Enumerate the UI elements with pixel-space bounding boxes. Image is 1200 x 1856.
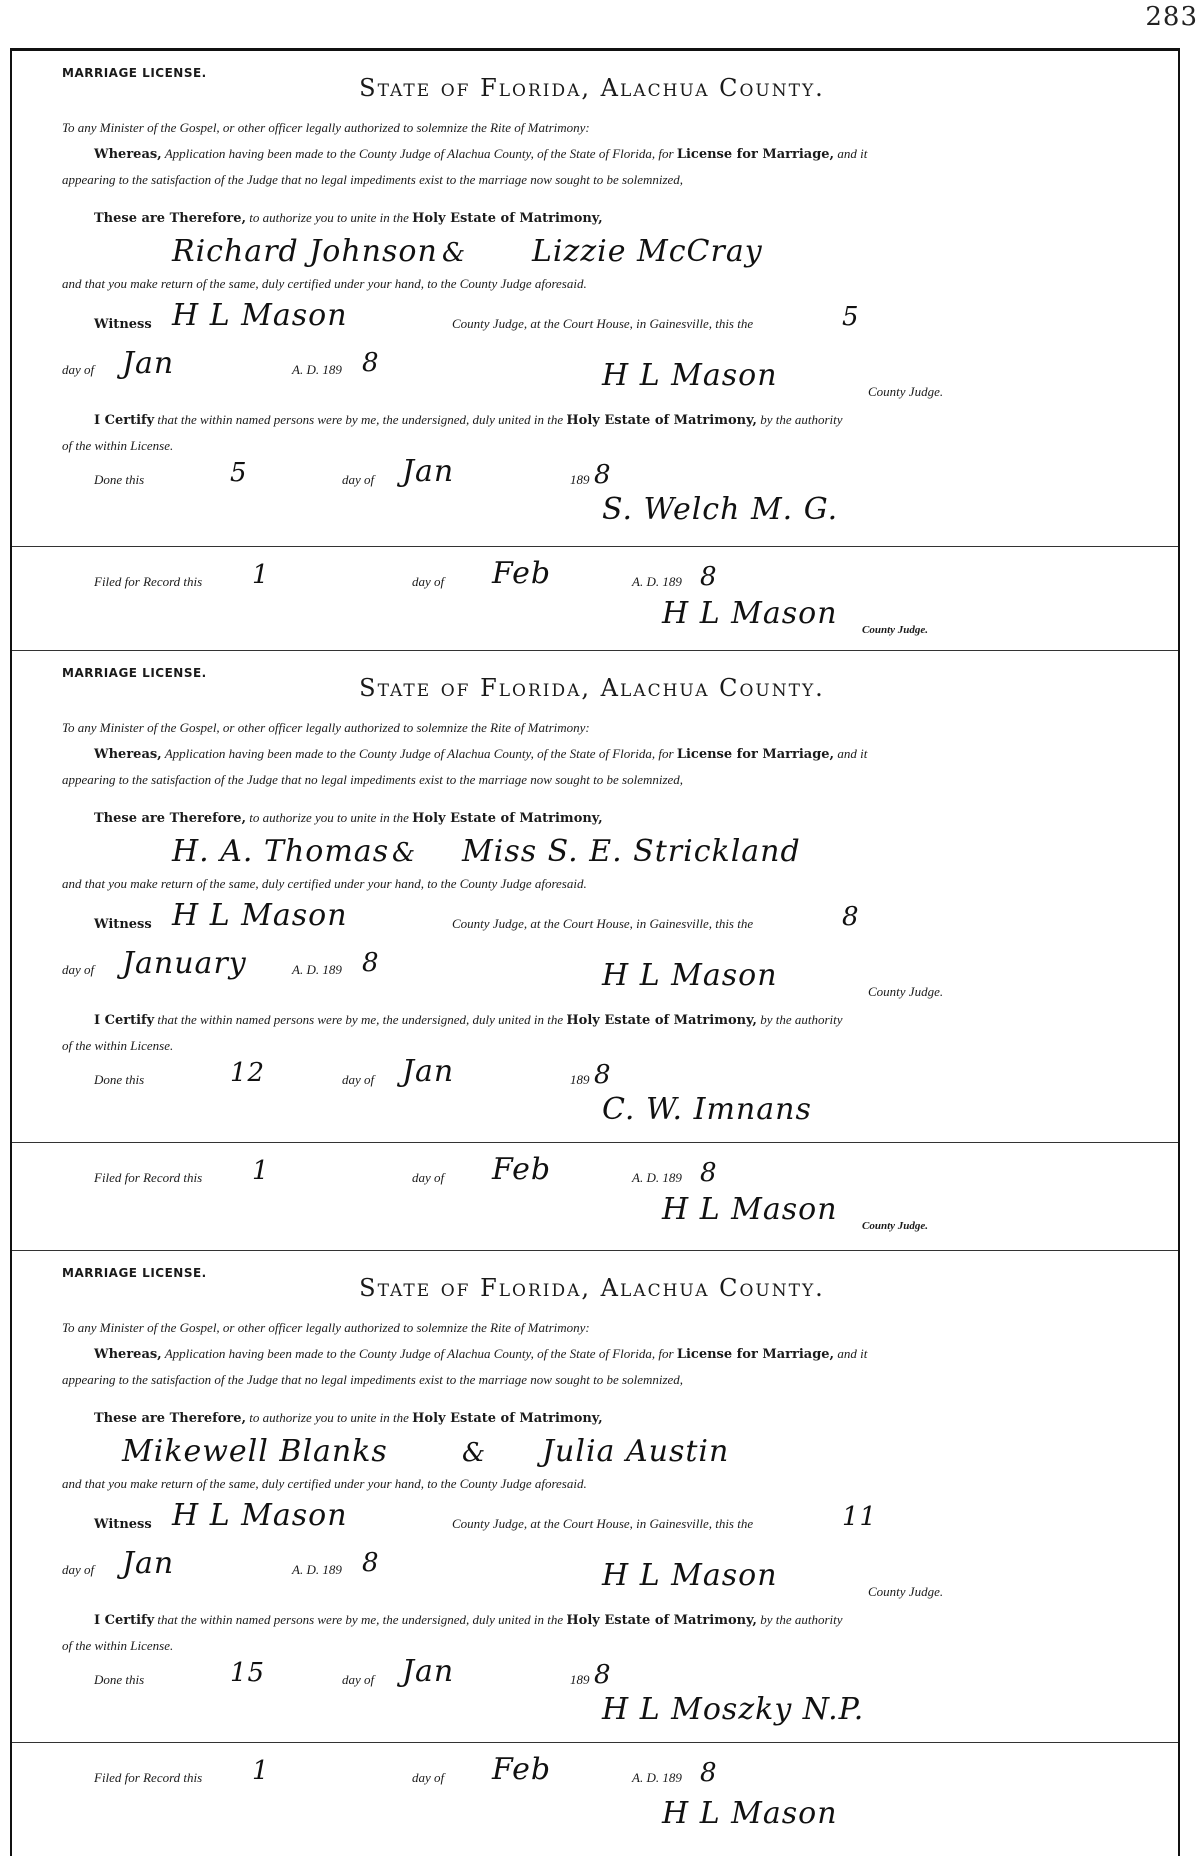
filed-rule-2	[12, 1142, 1178, 1143]
certify-text: that the within named persons were by me, the undersigned, duly united in the	[157, 1612, 564, 1627]
these-line	[94, 210, 603, 226]
license-month: January	[122, 946, 247, 981]
done-day: 12	[230, 1058, 266, 1088]
done-month: Jan	[402, 1654, 455, 1689]
filed-ad: A. D. 189	[632, 1770, 682, 1785]
bride-name: Julia Austin	[542, 1434, 730, 1469]
done-year: 8	[594, 1060, 612, 1090]
filed-label: Filed for Record this	[94, 574, 203, 589]
filed-year: 8	[700, 1158, 718, 1188]
holy-estate-2: Holy Estate of Matrimony,	[566, 1613, 757, 1628]
license-day: 5	[842, 302, 860, 332]
county-judge-label: County Judge.	[868, 984, 944, 999]
license-year: 8	[362, 1548, 380, 1578]
day-of-label: day of	[62, 1562, 95, 1577]
filed-signature: H L Mason	[662, 1192, 838, 1227]
officiant-signature: C. W. Imnans	[602, 1092, 812, 1127]
license-title: State of Florida, Alachua County.	[359, 74, 825, 102]
these-word: These are Therefore,	[94, 211, 247, 226]
within-license-line: of the within License.	[62, 438, 174, 453]
ad-label: A. D. 189	[292, 1562, 342, 1577]
ad-label: A. D. 189	[292, 362, 342, 377]
groom-name: H. A. Thomas	[172, 834, 390, 869]
ad-label: A. D. 189	[292, 962, 342, 977]
judge-signature: H L Mason	[602, 958, 778, 993]
return-line: and that you make return of the same, duly certified under your hand, to the County Judge aforesaid.	[62, 876, 587, 891]
by-authority: by the authority	[760, 412, 843, 427]
license-day: 8	[842, 902, 860, 932]
license-label: MARRIAGE LICENSE.	[62, 66, 207, 80]
license-for-marriage: License for Marriage,	[676, 747, 835, 762]
filed-signature: H L Mason	[662, 596, 838, 631]
done-year-prefix: 189	[570, 1072, 590, 1087]
license-for-marriage: License for Marriage,	[676, 1347, 835, 1362]
certify-word: I Certify	[94, 413, 155, 428]
groom-name: Mikewell Blanks	[122, 1434, 388, 1469]
whereas-text: Application having been made to the County Judge of Alachua County, of the State of Florida, for	[164, 746, 674, 761]
done-this-label: Done this	[94, 472, 145, 487]
return-line: and that you make return of the same, duly certified under your hand, to the County Judge aforesaid.	[62, 1476, 587, 1491]
filed-day: 1	[252, 1756, 270, 1786]
done-this-label: Done this	[94, 1672, 145, 1687]
authorize-text: to authorize you to unite in the	[249, 210, 409, 225]
county-judge-label: County Judge.	[868, 384, 944, 399]
license-title: State of Florida, Alachua County.	[359, 1274, 825, 1302]
license-label: MARRIAGE LICENSE.	[62, 666, 207, 680]
whereas-text: Application having been made to the County Judge of Alachua County, of the State of Florida, for	[164, 1346, 674, 1361]
filed-month: Feb	[492, 1152, 552, 1187]
filed-rule-1	[12, 546, 1178, 547]
certify-line	[94, 412, 843, 428]
license-label: MARRIAGE LICENSE.	[62, 1266, 207, 1280]
county-judge-court: County Judge, at the Court House, in Gainesville, this the	[452, 316, 754, 331]
appearing-line: appearing to the satisfaction of the Judge that no legal impediments exist to the marriage now sought to be solemnized,	[62, 772, 684, 787]
whereas-text: Application having been made to the County Judge of Alachua County, of the State of Florida, for	[164, 146, 674, 161]
filed-month: Feb	[492, 556, 552, 591]
done-day-of: day of	[342, 1672, 375, 1687]
license-year: 8	[362, 948, 380, 978]
whereas-line	[94, 746, 867, 762]
filed-label: Filed for Record this	[94, 1170, 203, 1185]
authorize-text: to authorize you to unite in the	[249, 1410, 409, 1425]
filed-label: Filed for Record this	[94, 1770, 203, 1785]
and-mark: &	[462, 1438, 487, 1468]
witness-word: Witness	[94, 1517, 152, 1532]
judge-signature: H L Mason	[602, 1558, 778, 1593]
license-year: 8	[362, 348, 380, 378]
and-mark: &	[442, 238, 467, 268]
witness-signature: H L Mason	[172, 1498, 348, 1533]
license-month: Jan	[122, 1546, 175, 1581]
county-judge-court: County Judge, at the Court House, in Gainesville, this the	[452, 916, 754, 931]
judge-signature: H L Mason	[602, 358, 778, 393]
these-line	[94, 1410, 603, 1426]
filed-ad: A. D. 189	[632, 574, 682, 589]
filed-year: 8	[700, 1758, 718, 1788]
and-it: and it	[837, 746, 868, 761]
filed-ad: A. D. 189	[632, 1170, 682, 1185]
witness-word: Witness	[94, 917, 152, 932]
left-border	[10, 48, 12, 1856]
appearing-line: appearing to the satisfaction of the Judge that no legal impediments exist to the marriage now sought to be solemnized,	[62, 172, 684, 187]
day-of-label: day of	[62, 962, 95, 977]
bride-name: Miss S. E. Strickland	[462, 834, 801, 869]
done-day: 15	[230, 1658, 266, 1688]
done-year: 8	[594, 460, 612, 490]
filed-rule-3	[12, 1742, 1178, 1743]
county-judge-small: County Judge.	[862, 1220, 929, 1232]
top-rule	[10, 48, 1180, 51]
whereas-word: Whereas,	[94, 1347, 162, 1362]
holy-estate-2: Holy Estate of Matrimony,	[566, 1013, 757, 1028]
filed-day: 1	[252, 560, 270, 590]
officiant-signature: S. Welch M. G.	[602, 492, 839, 527]
and-it: and it	[837, 1346, 868, 1361]
done-month: Jan	[402, 454, 455, 489]
groom-name: Richard Johnson	[172, 234, 438, 269]
by-authority: by the authority	[760, 1612, 843, 1627]
filed-signature: H L Mason	[662, 1796, 838, 1831]
county-judge-label: County Judge.	[868, 1584, 944, 1599]
page-number: 283	[1145, 2, 1198, 32]
holy-estate: Holy Estate of Matrimony,	[412, 211, 603, 226]
these-line	[94, 810, 603, 826]
county-judge-small: County Judge.	[862, 624, 929, 636]
certify-line	[94, 1012, 843, 1028]
done-year-prefix: 189	[570, 1672, 590, 1687]
these-word: These are Therefore,	[94, 1411, 247, 1426]
license-title: State of Florida, Alachua County.	[359, 674, 825, 702]
authorize-text: to authorize you to unite in the	[249, 810, 409, 825]
filed-day: 1	[252, 1156, 270, 1186]
certify-text: that the within named persons were by me, the undersigned, duly united in the	[157, 1012, 564, 1027]
appearing-line: appearing to the satisfaction of the Judge that no legal impediments exist to the marriage now sought to be solemnized,	[62, 1372, 684, 1387]
by-authority: by the authority	[760, 1012, 843, 1027]
whereas-word: Whereas,	[94, 147, 162, 162]
done-year: 8	[594, 1660, 612, 1690]
done-day: 5	[230, 458, 248, 488]
filed-day-of: day of	[412, 1770, 445, 1785]
certify-line	[94, 1612, 843, 1628]
holy-estate-2: Holy Estate of Matrimony,	[566, 413, 757, 428]
filed-day-of: day of	[412, 1170, 445, 1185]
within-license-line: of the within License.	[62, 1638, 174, 1653]
and-it: and it	[837, 146, 868, 161]
filed-year: 8	[700, 562, 718, 592]
certify-word: I Certify	[94, 1013, 155, 1028]
done-year-prefix: 189	[570, 472, 590, 487]
certify-word: I Certify	[94, 1613, 155, 1628]
license-for-marriage: License for Marriage,	[676, 147, 835, 162]
and-mark: &	[392, 838, 417, 868]
whereas-word: Whereas,	[94, 747, 162, 762]
witness-signature: H L Mason	[172, 298, 348, 333]
to-any-line: To any Minister of the Gospel, or other officer legally authorized to solemnize the Rite of Matrimony:	[62, 720, 590, 735]
holy-estate: Holy Estate of Matrimony,	[412, 811, 603, 826]
done-day-of: day of	[342, 1072, 375, 1087]
certify-text: that the within named persons were by me, the undersigned, duly united in the	[157, 412, 564, 427]
section-divider-2	[12, 1250, 1178, 1251]
day-of-label: day of	[62, 362, 95, 377]
to-any-line: To any Minister of the Gospel, or other officer legally authorized to solemnize the Rite of Matrimony:	[62, 120, 590, 135]
these-word: These are Therefore,	[94, 811, 247, 826]
done-month: Jan	[402, 1054, 455, 1089]
to-any-line: To any Minister of the Gospel, or other officer legally authorized to solemnize the Rite of Matrimony:	[62, 1320, 590, 1335]
filed-month: Feb	[492, 1752, 552, 1787]
right-border	[1178, 48, 1180, 1856]
county-judge-court: County Judge, at the Court House, in Gainesville, this the	[452, 1516, 754, 1531]
license-month: Jan	[122, 346, 175, 381]
license-day: 11	[842, 1502, 878, 1532]
done-day-of: day of	[342, 472, 375, 487]
bride-name: Lizzie McCray	[532, 234, 763, 269]
section-divider-1	[12, 650, 1178, 651]
witness-signature: H L Mason	[172, 898, 348, 933]
filed-day-of: day of	[412, 574, 445, 589]
witness-word: Witness	[94, 317, 152, 332]
whereas-line	[94, 1346, 867, 1362]
officiant-signature: H L Moszky N.P.	[602, 1692, 865, 1727]
within-license-line: of the within License.	[62, 1038, 174, 1053]
whereas-line	[94, 146, 867, 162]
return-line: and that you make return of the same, duly certified under your hand, to the County Judge aforesaid.	[62, 276, 587, 291]
done-this-label: Done this	[94, 1072, 145, 1087]
holy-estate: Holy Estate of Matrimony,	[412, 1411, 603, 1426]
